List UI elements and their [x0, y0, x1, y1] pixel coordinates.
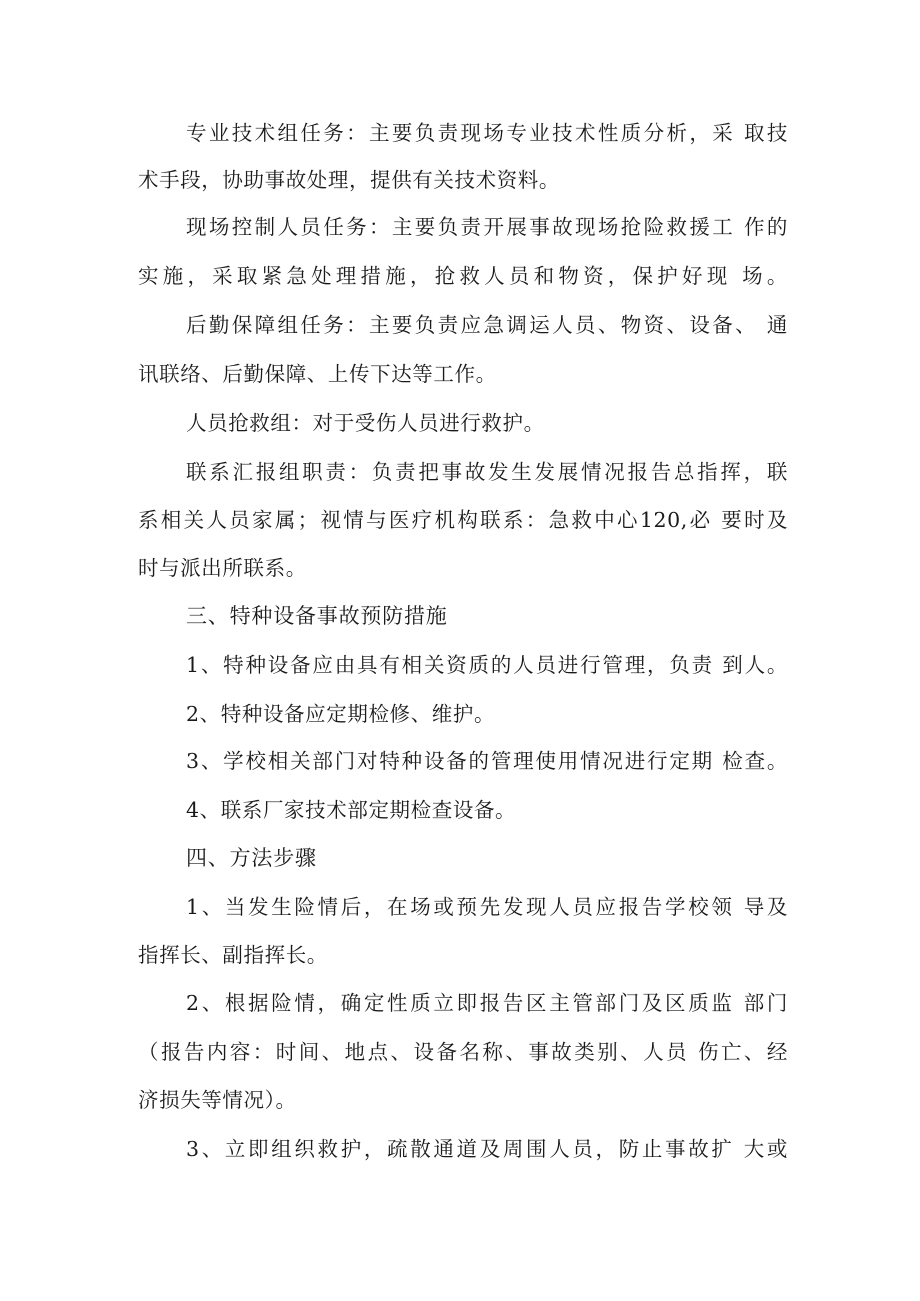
- paragraph-line: 1、当发生险情后，在场或预先发现人员应报告学校领 导及: [186, 895, 788, 919]
- paragraph-line: 人员抢救组：对于受伤人员进行救护。: [186, 411, 545, 435]
- paragraph-line: （报告内容：时间、地点、设备名称、事故类别、人员 伤亡、经: [138, 1040, 788, 1064]
- section-heading: 三、特种设备事故预防措施: [186, 604, 448, 628]
- paragraph-line: 系相关人员家属；视情与医疗机构联系：急救中心120,必 要时及: [138, 508, 788, 532]
- paragraph-line: 济损失等情况）。: [138, 1088, 297, 1112]
- paragraph-line: 现场控制人员任务：主要负责开展事故现场抢险救援工 作的: [186, 215, 788, 239]
- list-item: 3、学校相关部门对特种设备的管理使用情况进行定期 检查。: [186, 749, 788, 773]
- list-item: 2、特种设备应定期检修、维护。: [186, 702, 496, 726]
- paragraph-line: 专业技术组任务：主要负责现场专业技术性质分析，采 取技: [186, 121, 788, 145]
- list-item: 1、特种设备应由具有相关资质的人员进行管理，负责 到人。: [186, 653, 788, 677]
- paragraph-line: 实施，采取紧急处理措施，抢救人员和物资，保护好现 场。: [138, 264, 788, 288]
- paragraph-line: 3、立即组织救护，疏散通道及周围人员，防止事故扩 大或: [186, 1137, 788, 1161]
- paragraph-line: 时与派出所联系。: [138, 556, 307, 580]
- paragraph-line: 指挥长、副指挥长。: [138, 943, 328, 967]
- paragraph-line: 术手段，协助事故处理，提供有关技术资料。: [138, 168, 560, 192]
- paragraph-line: 2、根据险情，确定性质立即报告区主管部门及区质监 部门: [186, 991, 788, 1015]
- paragraph-line: 后勤保障组任务：主要负责应急调运人员、物资、设备、 通: [186, 313, 788, 337]
- section-heading: 四、方法步骤: [186, 846, 317, 870]
- paragraph-line: 讯联络、后勤保障、上传下达等工作。: [138, 362, 497, 386]
- paragraph-line: 联系汇报组职责：负责把事故发生发展情况报告总指挥，联: [186, 460, 788, 484]
- list-item: 4、联系厂家技术部定期检查设备。: [186, 798, 517, 822]
